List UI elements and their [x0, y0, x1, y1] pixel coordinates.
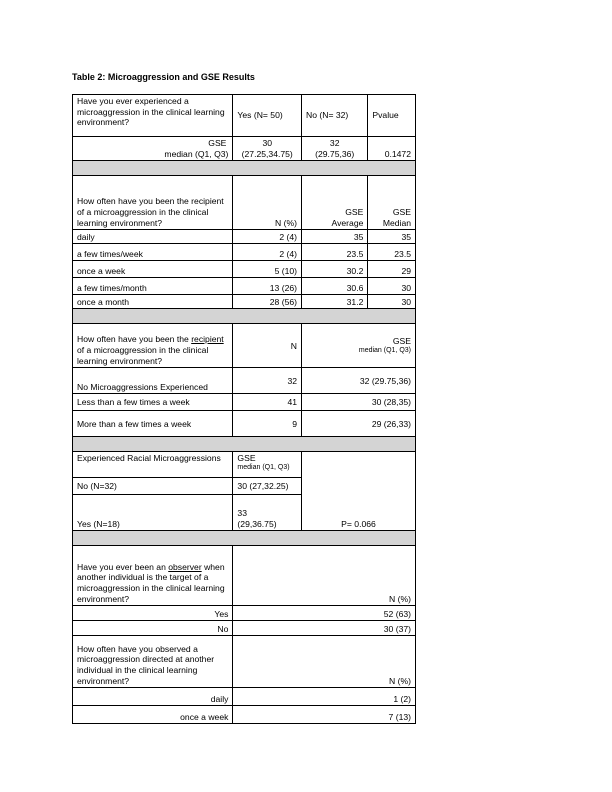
table-row	[73, 176, 416, 230]
col-no-header: No (N= 32)	[302, 95, 368, 137]
gse-median: 29	[368, 261, 416, 278]
gse-average: 30.6	[302, 278, 368, 295]
n-percent: 1 (2)	[233, 688, 416, 706]
col-gse-median-header	[233, 452, 302, 478]
racial-pvalue: P= 0.066	[302, 452, 416, 531]
table-title: Table 2: Microaggression and GSE Results	[72, 72, 255, 82]
row-label: once a week	[73, 706, 233, 724]
gse-average: 35	[302, 230, 368, 244]
row-label: Yes	[73, 606, 233, 621]
row-label: No	[73, 621, 233, 636]
results-table	[72, 94, 416, 724]
n-value: 32	[233, 368, 302, 394]
gse-median-label	[73, 137, 233, 161]
col-gse-median-header	[368, 176, 416, 230]
table-row	[73, 137, 416, 161]
row-label: once a month	[73, 295, 233, 309]
yes-median: 33	[237, 508, 247, 518]
table-row	[73, 230, 416, 244]
table-row	[73, 368, 416, 394]
col-n-percent-header: N (%)	[233, 636, 416, 688]
yes-quartiles: (27.25,34.75)	[241, 148, 293, 159]
n-percent: 2 (4)	[233, 244, 302, 261]
question-text: How often have you been the	[77, 334, 192, 345]
col-pvalue-header: Pvalue	[368, 95, 416, 137]
row-label: daily	[73, 688, 233, 706]
table-row	[73, 688, 416, 706]
table-row	[73, 278, 416, 295]
n-percent: 28 (56)	[233, 295, 302, 309]
gse-value: 32 (29.75,36)	[302, 368, 416, 394]
n-percent: 52 (63)	[233, 606, 416, 621]
table-row	[73, 606, 416, 621]
gse-average: 30.2	[302, 261, 368, 278]
racial-label: Experienced Racial Microaggressions	[73, 452, 233, 478]
col-yes-header: Yes (N= 50)	[233, 95, 302, 137]
gse-median: 30	[368, 278, 416, 295]
table-row	[73, 324, 416, 368]
table-row	[73, 394, 416, 411]
pvalue: 0.1472	[368, 137, 416, 161]
table-row	[73, 95, 416, 137]
median-label: median (Q1, Q3)	[164, 148, 229, 159]
col-gse-median-header	[302, 324, 416, 368]
gse-value	[233, 495, 302, 531]
table-row	[73, 411, 416, 437]
row-label: Yes (N=18)	[73, 495, 233, 531]
yes-gse-value	[233, 137, 302, 161]
row-label: No Microaggressions Experienced	[73, 368, 233, 394]
row-label: More than a few times a week	[73, 411, 233, 437]
gse-median: 23.5	[368, 244, 416, 261]
no-median: 32	[329, 138, 340, 148]
average-label: Average	[331, 217, 364, 228]
gse-label: GSE	[392, 336, 411, 347]
table-row	[73, 244, 416, 261]
n-value: 9	[233, 411, 302, 437]
col-n-percent-header: N (%)	[233, 546, 416, 606]
gse-label: GSE	[392, 207, 411, 217]
separator-row	[73, 161, 416, 176]
col-n-percent-header: N (%)	[233, 176, 302, 230]
question-recipient-frequency: How often have you been the recipient of a microaggression in the clinical learning environment?	[73, 176, 233, 230]
question-observed-frequency: How often have you observed a microaggression directed at another individual in the clinical learning environment?	[73, 636, 233, 688]
question-recipient-grouped	[73, 324, 233, 368]
gse-median: 35	[368, 230, 416, 244]
no-gse-value	[302, 137, 368, 161]
gse-label: GSE	[237, 453, 256, 464]
row-label: once a week	[73, 261, 233, 278]
n-percent: 7 (13)	[233, 706, 416, 724]
median-label: Median	[382, 217, 411, 228]
recipient-underlined: recipient	[191, 334, 224, 345]
no-quartiles: (29.75,36)	[315, 148, 355, 159]
separator-row	[73, 531, 416, 546]
col-n-header: N	[233, 324, 302, 368]
gse-average: 23.5	[302, 244, 368, 261]
observer-underlined: observer	[168, 561, 202, 572]
table-row	[73, 636, 416, 688]
gse-median: 30	[368, 295, 416, 309]
row-label: No (N=32)	[73, 478, 233, 495]
gse-value: 30 (28,35)	[302, 394, 416, 411]
median-q-label: median (Q1, Q3)	[237, 464, 290, 472]
table-row	[73, 546, 416, 606]
separator-row	[73, 309, 416, 324]
gse-value: 29 (26,33)	[302, 411, 416, 437]
n-percent: 5 (10)	[233, 261, 302, 278]
median-q-label: median (Q1, Q3)	[358, 346, 411, 354]
gse-value: 30 (27,32.25)	[233, 478, 302, 495]
yes-quartiles: (29,36.75)	[237, 518, 277, 529]
separator-row	[73, 437, 416, 452]
question-text: Have you ever been an	[77, 561, 169, 572]
question-observer	[73, 546, 233, 606]
question-text: when another individual is the target of a microaggression in the clinical learning environment?	[77, 561, 225, 604]
table-row	[73, 706, 416, 724]
n-percent: 2 (4)	[233, 230, 302, 244]
table-row	[73, 452, 416, 478]
col-gse-average-header	[302, 176, 368, 230]
row-label: a few times/month	[73, 278, 233, 295]
question-experienced: Have you ever experienced a microaggression in the clinical learning environment?	[73, 95, 233, 137]
n-percent: 13 (26)	[233, 278, 302, 295]
n-percent: 30 (37)	[233, 621, 416, 636]
row-label: daily	[73, 230, 233, 244]
gse-label: GSE	[208, 138, 227, 148]
table-row	[73, 261, 416, 278]
gse-label: GSE	[345, 207, 364, 217]
yes-median: 30	[262, 138, 272, 148]
table-row	[73, 295, 416, 309]
gse-average: 31.2	[302, 295, 368, 309]
table-row	[73, 621, 416, 636]
row-label: Less than a few times a week	[73, 394, 233, 411]
row-label: a few times/week	[73, 244, 233, 261]
n-value: 41	[233, 394, 302, 411]
question-text: of a microaggression in the clinical learning environment?	[77, 345, 209, 366]
